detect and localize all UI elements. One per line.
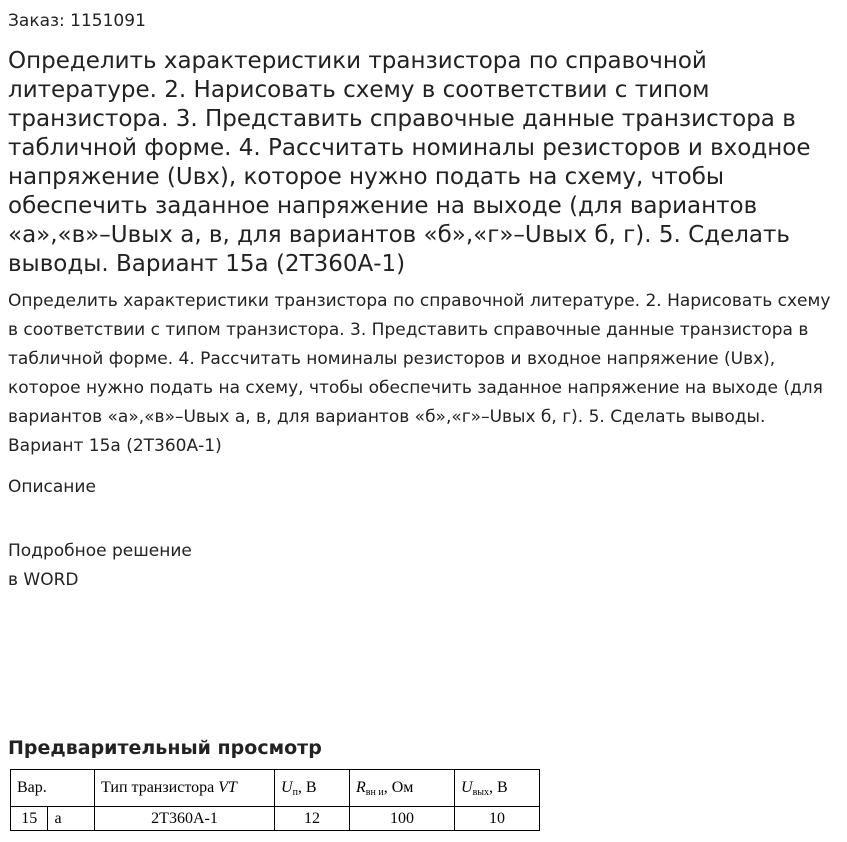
cell-output-voltage: 10 (455, 807, 540, 831)
cell-variant-number: 15 (11, 807, 48, 831)
description-section-label: Описание (8, 477, 96, 497)
order-number: Заказ: 1151091 (8, 11, 146, 31)
solution-line-1: Подробное решение (8, 541, 192, 561)
table-header-row (11, 770, 540, 807)
page-title: Определить характеристики транзистора по справочной литературе. 2. Нарисовать схему в соответствии с типом транзистора. 3. Представить справочные данные транзистора в табличной форме. 4. Рассчитать номиналы резисторов и входное напряжение (Uвх), которое нужно подать на схему, чтобы обеспечить заданное напряжение на выходе (для вариантов «а»,«в»–Uвых а, в, для вариантов «б»,«г»–Uвых б, г). 5. Сделать выводы. Вариант 15а (2Т360А-1) (8, 48, 811, 277)
header-output-voltage: $U_{вых}$, В (455, 770, 540, 807)
cell-variant-letter: а (48, 807, 95, 831)
cell-internal-resistance: 100 (350, 807, 455, 831)
solution-line-2: в WORD (8, 570, 79, 590)
cell-supply-voltage: 12 (275, 807, 350, 831)
table-row (11, 807, 540, 831)
header-supply-voltage: $U_п$, В (275, 770, 350, 807)
header-variant: Вар. (11, 770, 95, 807)
task-description: Определить характеристики транзистора по справочной литературе. 2. Нарисовать схему в соответствии с типом транзистора. 3. Представить справочные данные транзистора в табличной форме. 4. Рассчитать номиналы резисторов и входное напряжение (Uвх), которое нужно подать на схему, чтобы обеспечить заданное напряжение на выходе (для вариантов «а»,«в»–Uвых а, в, для вариантов «б»,«г»–Uвых б, г). 5. Сделать выводы. Вариант 15а (2Т360А-1) (8, 291, 831, 456)
cell-transistor: 2Т360А-1 (95, 807, 275, 831)
preview-table (10, 769, 540, 831)
header-internal-resistance: $R_{вн и}$, Ом (350, 770, 455, 807)
preview-heading: Предварительный просмотр (8, 737, 322, 759)
header-transistor-type: Тип транзистора VT (95, 770, 275, 807)
solution-note (8, 537, 192, 595)
